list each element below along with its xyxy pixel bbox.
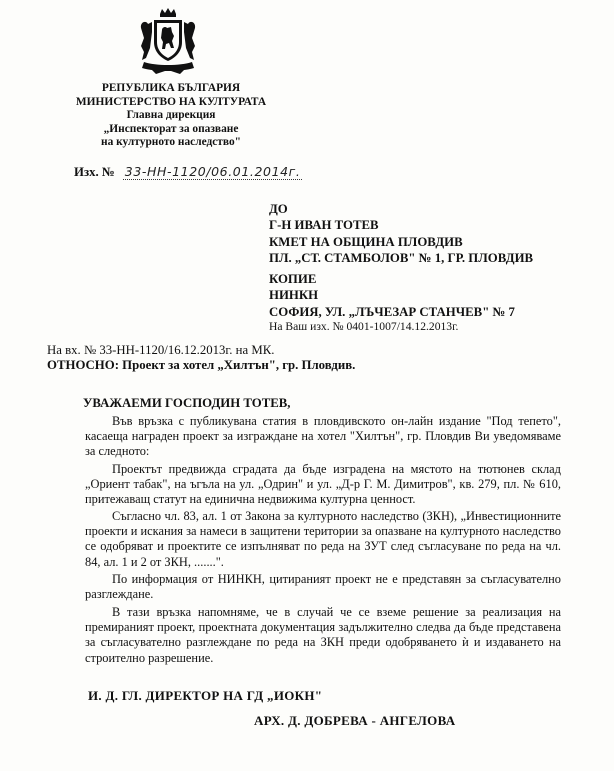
copy-org: НИНКН bbox=[269, 288, 319, 303]
issuer-line: РЕПУБЛИКА БЪЛГАРИЯ bbox=[101, 82, 241, 94]
issuer-block bbox=[72, 82, 270, 150]
subject-line bbox=[47, 358, 355, 373]
addressee-address: ПЛ. „СТ. СТАМБОЛОВ" № 1, ГР. ПЛОВДИВ bbox=[269, 250, 534, 265]
body-paragraph: В тази връзка напомняме, че в случай че се вземе решение за реализация на премираният проект, проектната документация задължително следва да бъде представена за съгласувателно разглеждане по реда на ЗКН преди одобряването ѝ и издаването на строително разрешение. bbox=[85, 605, 561, 665]
salutation: УВАЖАЕМИ ГОСПОДИН ТОТЕВ, bbox=[83, 396, 291, 410]
issuer-line: „Инспекторат за опазване bbox=[103, 122, 239, 135]
body-paragraph: Съгласно чл. 83, ал. 1 от Закона за културното наследство (ЗКН), „Инвестиционните проекти и искания за намеси в защитени територии за опазване на културното наследство се одобряват и проектите се изпълняват по реда на ЗУТ след съгласуване по реда на чл. 84, ал. 1 и 2 от ЗКН, .......". bbox=[85, 509, 561, 569]
subject-text: Проект за хотел „Хилтън", гр. Пловдив. bbox=[122, 358, 356, 372]
addressee-title: КМЕТ НА ОБЩИНА ПЛОВДИВ bbox=[269, 234, 463, 249]
your-ref: На Ваш изх. № 0401-1007/14.12.2013г. bbox=[269, 319, 459, 333]
ref-handwritten-value: 33-НН-1120/06.01.2014г. bbox=[124, 164, 301, 179]
ref-label: Изх. № bbox=[74, 165, 115, 179]
addressee-name: Г-Н ИВАН ТОТЕВ bbox=[269, 218, 379, 233]
issuer-line: на културното наследство" bbox=[101, 136, 241, 149]
incoming-ref: На вх. № 33-НН-1120/16.12.2013г. на МК. bbox=[47, 343, 275, 357]
to-label: ДО bbox=[269, 202, 288, 216]
issuer-line: МИНИСТЕРСТВО НА КУЛТУРАТА bbox=[75, 95, 267, 108]
body-paragraph: Проектът предвижда сградата да бъде изградена на мястото на тютюнев склад „Ориент табак", на ъгъла на ул. „Одрин" и ул. „Д-р Г. М. Димитров", кв. 279, пл. № 610, притежаващ статут на единична недвижима културна ценност. bbox=[85, 462, 561, 507]
signatory-position: И. Д. ГЛ. ДИРЕКТОР НА ГД „ИОКН" bbox=[88, 688, 323, 703]
reference-block bbox=[47, 343, 355, 373]
signatory-name: АРХ. Д. ДОБРЕВА - АНГЕЛОВА bbox=[254, 713, 456, 728]
copy-address: СОФИЯ, УЛ. „ЛЪЧЕЗАР СТАНЧЕВ" № 7 bbox=[269, 304, 515, 319]
copy-label: КОПИЕ bbox=[269, 272, 317, 286]
addressee-block bbox=[269, 201, 533, 266]
outgoing-ref bbox=[74, 165, 302, 180]
copy-block bbox=[269, 271, 515, 334]
issuer-line: Главна дирекция bbox=[126, 109, 216, 122]
bulgarian-coat-of-arms-icon bbox=[138, 8, 198, 76]
subject-label: ОТНОСНО: bbox=[47, 358, 119, 372]
body-paragraph: По информация от НИНКН, цитираният проект не е представян за съгласувателно разглеждане. bbox=[85, 572, 561, 602]
body-paragraph: Във връзка с публикувана статия в пловдивското он-лайн издание "Под тепето", касаеща награден проект за изграждане на хотел "Хилтън", гр. Пловдив Ви уведомяваме за следното: bbox=[85, 414, 561, 459]
